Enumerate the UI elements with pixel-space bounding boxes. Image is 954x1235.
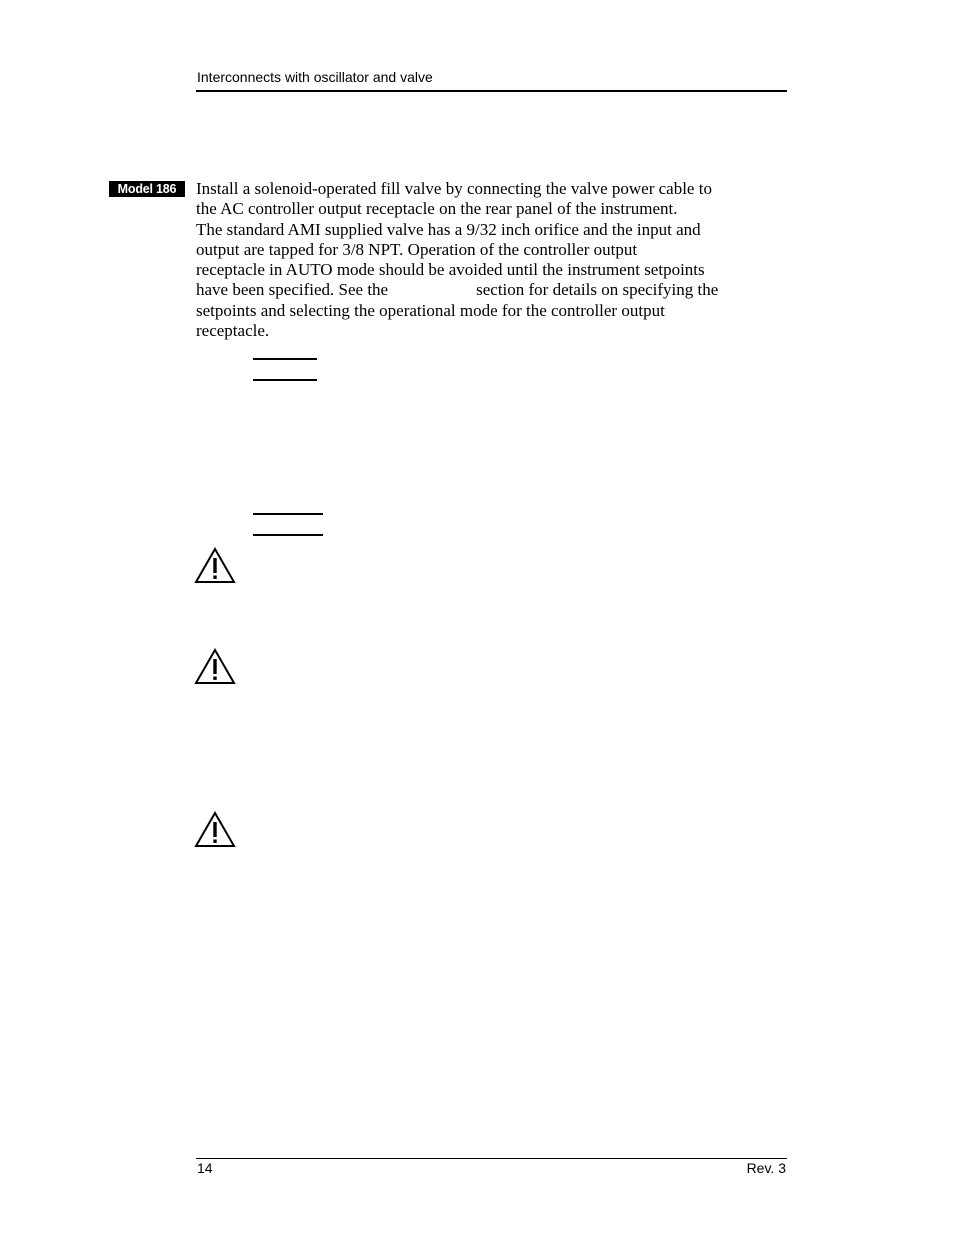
body-line-prefix: have been specified. See the — [196, 280, 389, 300]
body-line-suffix: section for details on specifying the — [476, 280, 719, 300]
body-line: receptacle in AUTO mode should be avoided until the instrument setpoints — [196, 260, 705, 280]
footer-rule — [196, 1158, 787, 1159]
revision-label: Rev. 3 — [746, 1160, 786, 1176]
body-line: Install a solenoid-operated fill valve by connecting the valve power cable to — [196, 179, 712, 198]
note-rule-bottom — [253, 534, 323, 536]
warning-triangle-icon — [194, 547, 236, 585]
running-header: Interconnects with oscillator and valve — [197, 69, 433, 85]
body-line: the AC controller output receptacle on the rear panel of the instrument. — [196, 199, 678, 219]
page-number: 14 — [197, 1160, 213, 1176]
note-rule-top — [253, 513, 323, 515]
body-line: receptacle. — [196, 321, 270, 341]
warning-triangle-icon — [194, 648, 236, 686]
warning-triangle-icon — [194, 811, 236, 849]
model-tag: Model 186 — [109, 181, 185, 197]
note-rule-top — [253, 358, 317, 360]
note-rule-bottom — [253, 379, 317, 381]
body-line: setpoints and selecting the operational mode for the controller output — [196, 300, 665, 320]
header-rule — [196, 90, 787, 92]
body-line: The standard AMI supplied valve has a 9/32 inch orifice and the input and — [196, 219, 701, 239]
body-paragraph — [196, 179, 796, 341]
body-line: output are tapped for 3/8 NPT. Operation of the controller output — [196, 239, 638, 259]
body-line — [196, 280, 796, 300]
